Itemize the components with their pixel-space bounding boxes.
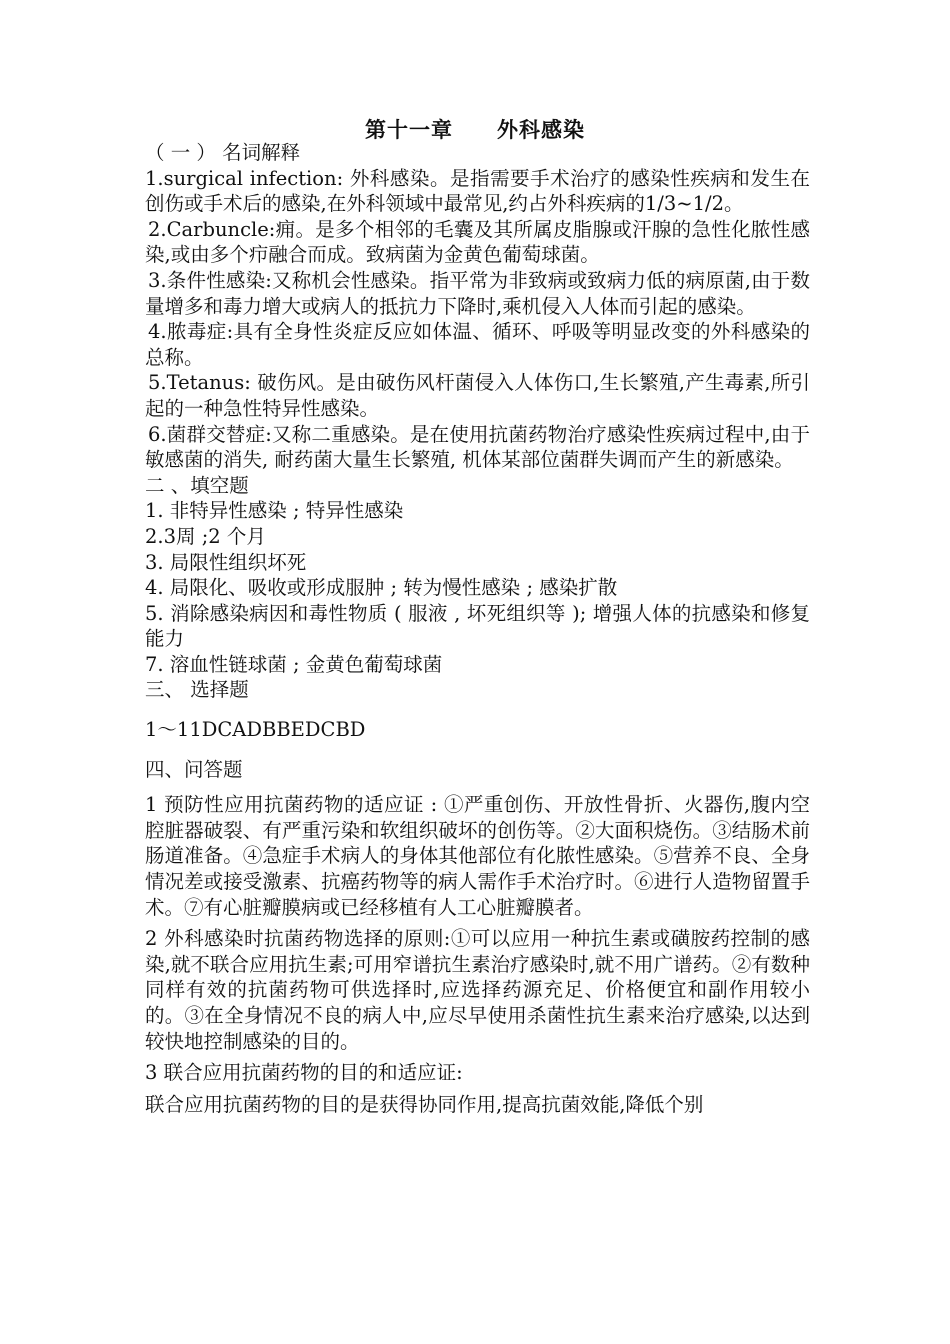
definition-item: 4.脓毒症:具有全身性炎症反应如体温、循环、呼吸等明显改变的外科感染的总称。 (145, 320, 810, 369)
chapter-title: 第十一章 外科感染 (365, 117, 585, 142)
answer-item: 2 外科感染时抗菌药物选择的原则:①可以应用一种抗生素或磺胺药控制的感染,就不联合应用抗生素;可用窄谱抗生素治疗感染时,就不用广谱药。②有数种同样有效的抗菌药物可供选择时,应选择药源充足、价格便宜和副作用较小的。③在全身情况不良的病人中,应尽早使用杀菌性抗生素来治疗感染,以达到较快地控制感染的目的。 (145, 927, 810, 1053)
fill-blank-item: 4. 局限化、吸收或形成服肿 ; 转为慢性感染 ; 感染扩散 (145, 576, 618, 600)
definition-item: 2.Carbuncle:痈。是多个相邻的毛囊及其所属皮脂腺或汗腺的急性化脓性感染,或由多个疖融合而成。致病菌为金黄色葡萄球菌。 (145, 217, 810, 267)
fill-blank-item: 7. 溶血性链球菌 ; 金黄色葡萄球菌 (145, 652, 443, 676)
definition-item: 3.条件性感染:又称机会性感染。指平常为非致病或致病力低的病原菌,由于数量增多和毒力增大或病人的抵抗力下降时,乘机侵入人体而引起的感染。 (145, 268, 810, 318)
section-heading-fill-blank: 二 、填空题 (145, 473, 249, 497)
fill-blank-item: 5. 消除感染病因和毒性物质 ( 服液 , 坏死组织等 ); 增强人体的抗感染和修复能力 (145, 601, 810, 651)
section-heading-questions: 四、问答题 (145, 757, 243, 781)
fill-blank-item: 2.3周 ;2 个月 (145, 524, 266, 548)
answer-item: 联合应用抗菌药物的目的是获得协同作用,提高抗菌效能,降低个别 (145, 1092, 704, 1116)
definition-item: 1.surgical infection: 外科感染。是指需要手术治疗的感染性疾病和发生在创伤或手术后的感染,在外科领域中最常见,约占外科疾病的1/3~1/2。 (145, 166, 810, 216)
definition-item: 6.菌群交替症:又称二重感染。是在使用抗菌药物治疗感染性疾病过程中,由于敏感菌的消失, 耐药菌大量生长繁殖, 机体某部位菌群失调而产生的新感染。 (145, 422, 810, 472)
fill-blank-item: 3. 局限性组织坏死 (145, 550, 307, 574)
choice-answers: 1～11DCADBBEDCBD (145, 718, 366, 742)
fill-blank-item: 1. 非特异性感染 ; 特异性感染 (145, 499, 404, 523)
answer-item: 1 预防性应用抗菌药物的适应证 : ①严重创伤、开放性骨折、火器伤,腹内空腔脏器破裂、有严重污染和软组织破坏的创伤等。②大面积烧伤。③结肠术前肠道准备。④急症手术病人的身体其他部位有化脓性感染。⑤营养不良、全身情况差或接受激素、抗癌药物等的病人需作手术治疗时。⑥进行人造物留置手术。⑦有心脏瓣膜病或已经移植有人工心脏瓣膜者。 (145, 793, 810, 919)
document-body (145, 140, 810, 1117)
definition-item: 5.Tetanus: 破伤风。是由破伤风杆菌侵入人体伤口,生长繁殖,产生毒素,所引起的一种急性特异性感染。 (145, 371, 810, 420)
answer-item: 3 联合应用抗菌药物的目的和适应证: (145, 1061, 463, 1085)
section-heading-choice: 三、 选择题 (145, 678, 249, 702)
section-heading-definitions: （ 一 ） 名词解释 (145, 141, 301, 164)
